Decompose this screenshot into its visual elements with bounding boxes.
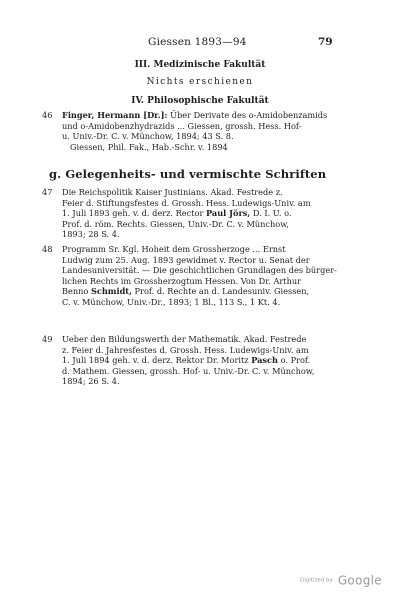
entry-author: Finger, Hermann [Dr.]:: [62, 110, 168, 120]
bibliography-entry-46: [42, 110, 338, 152]
entry-line: D. I. U. o.: [252, 208, 292, 219]
entry-line: Ueber den Bildungswerth der Mathematik. Akad. Festrede: [62, 334, 307, 344]
faculty-heading-philosophy: IV. Philosophische Fakultät: [131, 96, 269, 106]
entry-line: Die Reichspolitik Kaiser Justinians. Akad. Festrede z.: [62, 187, 283, 197]
entry-number: 46: [42, 110, 53, 120]
entry-line: d. Mathem. Giessen, grossh. Hof- u. Univ.-Dr. C. v. Münchow,: [62, 365, 315, 376]
entry-line: Landesuniversität. — Die geschichtlichen Grundlagen des bürger-: [62, 265, 337, 276]
entry-line: Über Derivate des o-Amidobenzamids: [170, 110, 328, 120]
entry-line: Prof. d. Rechte an d. Landesuniv. Giessen,: [134, 286, 310, 297]
digitization-watermark: [300, 570, 382, 589]
entry-line: Ludwig zum 25. Aug. 1893 gewidmet v. Rector u. Senat der: [62, 254, 310, 265]
entry-line: Benno: [62, 286, 89, 297]
entry-line: Feier d. Stiftungsfestes d. Grossh. Hess. Ludewigs-Univ. am: [62, 197, 311, 208]
page-header: [0, 36, 400, 52]
bibliography-entry-48: [42, 244, 338, 308]
rector-name: Paul Jörs,: [205, 208, 251, 219]
entry-line: o. Prof.: [280, 355, 311, 366]
entry-line: 1. Juli 1894 geh. v. d. derz. Rektor Dr. Moritz: [62, 355, 249, 366]
entry-number: 48: [42, 244, 53, 254]
entry-line: 1893; 28 S. 4.: [62, 229, 120, 240]
bibliography-entry-49: [42, 334, 338, 387]
section-heading: g. Gelegenheits- und vermischte Schriften: [49, 167, 327, 181]
entry-line: u. Univ.-Dr. C. v. Münchow, 1894; 43 S. 8.: [62, 131, 234, 142]
entry-line: C. v. Münchow, Univ.-Dr., 1893; 1 Bl., 113 S., 1 Kt. 4.: [62, 296, 281, 307]
entry-line: lichen Rechts im Grossherzogtum Hessen. Von Dr. Arthur: [62, 275, 302, 286]
entry-line: Prof. d. röm. Rechts. Giessen, Univ.-Dr. C. v. Münchow,: [62, 218, 289, 229]
bibliography-entry-47: [42, 187, 338, 240]
entry-note: Giessen, Phil. Fak., Hab.-Schr. v. 1894: [70, 141, 228, 152]
rector-name: Pasch: [251, 355, 278, 366]
page-number: 79: [318, 36, 333, 48]
entry-line: 1. Juli 1893 geh. v. d. derz. Rector: [62, 208, 204, 219]
author-name: Schmidt,: [90, 286, 132, 297]
entry-line: z. Feier d. Jahresfestes d. Grossh. Hess. Ludewigs-Univ. am: [62, 344, 309, 355]
faculty-note-nothing-published: Nichts erschienen: [146, 77, 254, 87]
faculty-heading-medicine: III. Medizinische Fakultät: [134, 60, 266, 70]
running-title: Giessen 1893—94: [148, 36, 247, 48]
entry-line: und o-Amidobenzhydrazids ... Giessen, grossh. Hess. Hof-: [62, 120, 302, 131]
watermark-prefix: Digitized by: [300, 577, 333, 584]
google-logo: Google: [337, 573, 382, 588]
entry-number: 47: [42, 187, 53, 197]
entry-line: 1894; 26 S. 4.: [62, 376, 120, 387]
entry-line: Programm Sr. Kgl. Hoheit dem Grossherzoge ... Ernst: [62, 244, 286, 254]
entry-number: 49: [42, 334, 53, 344]
